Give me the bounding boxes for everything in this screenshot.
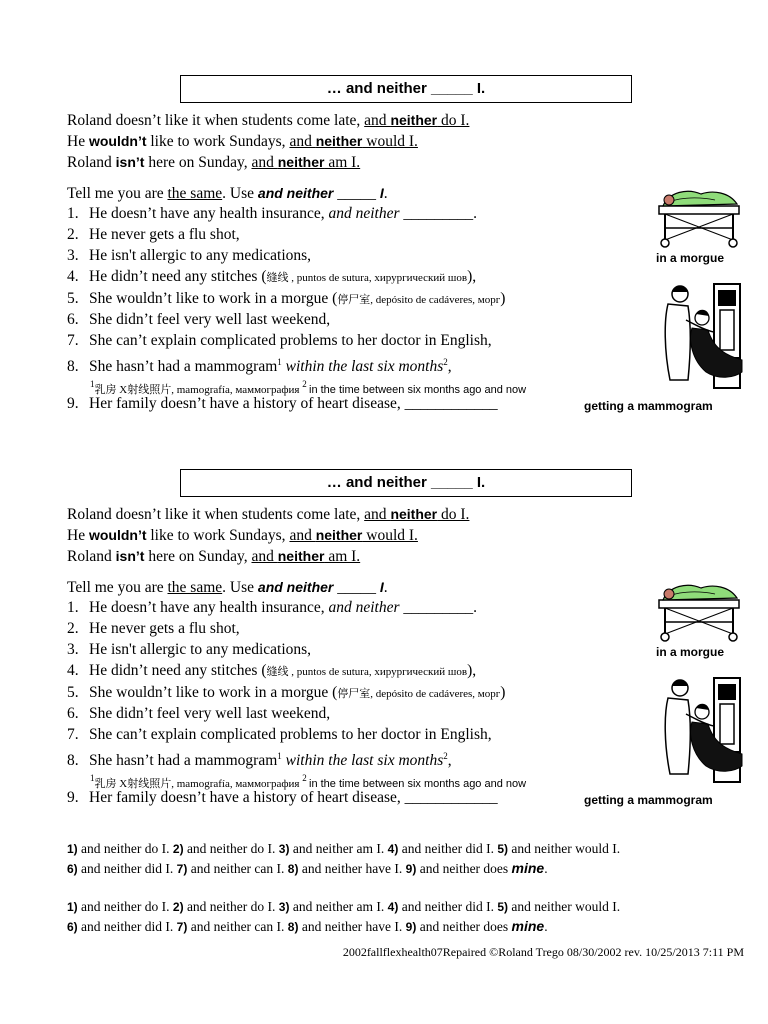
example-text: here on Sunday, — [144, 548, 252, 565]
item-number: 5. — [67, 684, 79, 701]
answer-text: and neither am I. — [289, 841, 388, 856]
example-sentence — [67, 131, 418, 152]
item-number: 4. — [67, 268, 79, 285]
example-text: Roland — [67, 548, 116, 565]
exercise-item — [67, 225, 240, 245]
example-text: Roland — [67, 154, 116, 171]
morgue-picture — [655, 582, 743, 647]
item-italic: within the last six months — [281, 752, 444, 769]
answer-text: and neither does — [416, 919, 512, 934]
example-bold: isn’t — [115, 154, 145, 170]
answer-key-2 — [67, 897, 620, 937]
answer-text: and neither can I. — [187, 919, 288, 934]
answer-text: and neither did I. — [77, 919, 177, 934]
answer-number: 5) — [497, 842, 508, 856]
example-answer: and neither would I. — [289, 133, 418, 150]
answer-text: and neither did I. — [398, 899, 498, 914]
answer-text: and neither did I. — [77, 861, 177, 876]
answer-text: and neither would I. — [508, 841, 621, 856]
answer-number: 1) — [67, 900, 78, 914]
example-sentence — [67, 110, 469, 131]
answer-number: 2) — [172, 842, 184, 856]
footnote-marker: 2 — [443, 751, 448, 761]
example-answer: and neither would I. — [289, 527, 418, 544]
item-number: 4. — [67, 662, 79, 679]
answer-number: 3) — [278, 900, 290, 914]
item-rest: ) — [500, 290, 506, 307]
neither-keyword: neither — [315, 527, 363, 543]
example-text: here on Sunday, — [144, 154, 252, 171]
example-answer: and neither do I. — [364, 506, 470, 523]
item-number: 8. — [67, 358, 79, 375]
footnote-text: in the time between six months ago and now — [309, 778, 527, 790]
answer-text: and neither do I. — [77, 841, 173, 856]
instruction-same: the same — [167, 185, 223, 202]
answer-line — [67, 839, 620, 859]
footnote-marker: 2 — [443, 357, 448, 367]
exercise-item — [67, 704, 330, 724]
item-text: She can’t explain complicated problems to her doctor in English, — [89, 332, 492, 349]
item-text: Her family doesn’t have a history of heart disease, — [89, 395, 405, 412]
example-text: He — [67, 527, 89, 544]
example-text: He — [67, 133, 89, 150]
item-text: She wouldn’t like to work in a morgue ( — [89, 290, 338, 307]
exercise-item — [67, 204, 477, 224]
example-sentence — [67, 525, 418, 546]
neither-keyword: neither — [390, 506, 438, 522]
item-italic: within the last six months — [281, 358, 444, 375]
example-sentence — [67, 546, 360, 567]
exercise-item — [67, 598, 477, 618]
instruction-text: Tell me you are — [67, 185, 168, 202]
mammogram-illustration — [658, 674, 746, 784]
answer-number: 9) — [405, 862, 417, 876]
item-rest: , — [447, 358, 452, 375]
instruction — [67, 577, 388, 598]
item-rest: ____________ — [404, 789, 498, 806]
footnotes — [90, 374, 526, 400]
item-rest: ), — [467, 268, 477, 285]
answer-number: 3) — [278, 842, 290, 856]
item-text: He doesn’t have any health insurance, — [89, 599, 329, 616]
item-text: She hasn’t had a mammogram — [89, 358, 278, 375]
item-italic: and neither — [328, 599, 400, 616]
answer-number: 4) — [387, 900, 399, 914]
instruction-text: . — [383, 579, 388, 596]
example-bold: wouldn’t — [88, 527, 147, 543]
footnote-marker: 1 — [277, 751, 282, 761]
neither-keyword: neither — [277, 154, 325, 170]
answer-number: 8) — [287, 920, 299, 934]
item-number: 6. — [67, 705, 79, 722]
example-answer: and neither do I. — [364, 112, 470, 129]
instruction-text: Tell me you are — [67, 579, 168, 596]
instruction-andneither: and neither — [257, 185, 334, 201]
answer-number: 7) — [176, 920, 188, 934]
answer-text: and neither do I. — [77, 899, 173, 914]
mammogram-picture — [658, 280, 746, 395]
exercise-item — [67, 246, 311, 266]
exercise-item — [67, 640, 311, 660]
item-number: 6. — [67, 311, 79, 328]
footnotes — [90, 768, 526, 794]
item-number: 8. — [67, 752, 79, 769]
footnote-marker: 2 — [302, 773, 309, 783]
item-rest: _________. — [399, 599, 477, 616]
item-number: 3. — [67, 247, 79, 264]
answer-line — [67, 897, 620, 917]
answer-text: and neither would I. — [508, 899, 621, 914]
item-text: He isn't allergic to any medications, — [89, 641, 312, 658]
item-rest: ____________ — [404, 395, 498, 412]
answer-number: 4) — [387, 842, 399, 856]
mammogram-picture — [658, 674, 746, 789]
instruction-andneither: and neither — [257, 579, 334, 595]
answer-line — [67, 917, 620, 937]
exercise-item — [67, 289, 505, 310]
item-number: 2. — [67, 620, 79, 637]
item-text: He doesn’t have any health insurance, — [89, 205, 329, 222]
item-gloss: 停尸室, depósito de cadáveres, морг — [337, 688, 501, 700]
answer-text: . — [544, 919, 548, 934]
footnote-gloss: 乳房 X射线照片, mamografía, маммография — [94, 778, 303, 790]
morgue-gurney-illustration — [655, 188, 743, 248]
item-number: 5. — [67, 290, 79, 307]
item-rest: ), — [467, 662, 477, 679]
item-number: 1. — [67, 205, 79, 222]
item-number: 1. — [67, 599, 79, 616]
morgue-picture — [655, 188, 743, 253]
item-text: She hasn’t had a mammogram — [89, 752, 278, 769]
instruction-blank: _____ — [333, 579, 380, 596]
answer-number: 9) — [405, 920, 417, 934]
neither-keyword: neither — [277, 548, 325, 564]
example-text: like to work Sundays, — [146, 133, 290, 150]
footnote-marker: 1 — [90, 773, 95, 783]
answer-number: 7) — [176, 862, 188, 876]
answer-number: 2) — [172, 900, 184, 914]
answer-text: and neither does — [416, 861, 512, 876]
answer-text: and neither have I. — [298, 861, 406, 876]
answer-mine: mine — [511, 918, 545, 934]
instruction-text: . Use — [222, 579, 258, 596]
answer-text: and neither do I. — [183, 899, 279, 914]
item-rest: , — [447, 752, 452, 769]
item-number: 3. — [67, 641, 79, 658]
example-text: Roland doesn’t like it when students come late, — [67, 112, 365, 129]
answer-text: and neither have I. — [298, 919, 406, 934]
item-number: 9. — [67, 395, 79, 412]
exercise-item — [67, 310, 330, 330]
item-gloss: 停尸室, depósito de cadáveres, морг — [337, 294, 501, 306]
instruction — [67, 183, 388, 204]
instruction-text: . Use — [222, 185, 258, 202]
footnote-marker: 1 — [277, 357, 282, 367]
item-number: 9. — [67, 789, 79, 806]
mammogram-caption: getting a mammogram — [584, 793, 713, 807]
footnote-marker: 2 — [302, 379, 309, 389]
answer-line — [67, 859, 620, 879]
example-sentence — [67, 504, 469, 525]
item-gloss: 缝线 , puntos de sutura, хирургический шов — [266, 666, 468, 678]
instruction-i: I — [379, 185, 384, 201]
answer-number: 6) — [67, 920, 78, 934]
item-text: He didn’t need any stitches ( — [89, 662, 267, 679]
item-text: He isn't allergic to any medications, — [89, 247, 312, 264]
item-rest: ) — [500, 684, 506, 701]
answer-text: and neither am I. — [289, 899, 388, 914]
instruction-i: I — [379, 579, 384, 595]
answer-number: 5) — [497, 900, 508, 914]
example-sentence — [67, 152, 360, 173]
instruction-same: the same — [167, 579, 223, 596]
exercise-item — [67, 619, 240, 639]
item-gloss: 缝线 , puntos de sutura, хирургический шов — [266, 272, 468, 284]
item-number: 7. — [67, 726, 79, 743]
example-answer: and neither am I. — [251, 548, 361, 565]
exercise-item — [67, 267, 476, 288]
exercise-item — [67, 725, 492, 745]
answer-text: and neither did I. — [398, 841, 498, 856]
item-rest: _________. — [399, 205, 477, 222]
example-bold: isn’t — [115, 548, 145, 564]
answer-number: 1) — [67, 842, 78, 856]
answer-text: . — [544, 861, 548, 876]
neither-keyword: neither — [315, 133, 363, 149]
item-italic: and neither — [328, 205, 400, 222]
answer-text: and neither do I. — [183, 841, 279, 856]
answer-text: and neither can I. — [187, 861, 288, 876]
item-number: 2. — [67, 226, 79, 243]
item-text: She didn’t feel very well last weekend, — [89, 311, 331, 328]
item-text: Her family doesn’t have a history of heart disease, — [89, 789, 405, 806]
item-text: She didn’t feel very well last weekend, — [89, 705, 331, 722]
answer-key-1 — [67, 839, 620, 879]
worksheet-title: … and neither _____ I. — [180, 75, 632, 103]
example-bold: wouldn’t — [88, 133, 147, 149]
answer-number: 8) — [287, 862, 299, 876]
mammogram-caption: getting a mammogram — [584, 399, 713, 413]
example-text: Roland doesn’t like it when students come late, — [67, 506, 365, 523]
footnote-gloss: 乳房 X射线照片, mamografía, маммография — [94, 384, 303, 396]
item-number: 7. — [67, 332, 79, 349]
worksheet-title: … and neither _____ I. — [180, 469, 632, 497]
item-text: He didn’t need any stitches ( — [89, 268, 267, 285]
morgue-caption: in a morgue — [656, 251, 725, 265]
answer-mine: mine — [511, 860, 545, 876]
morgue-gurney-illustration — [655, 582, 743, 642]
instruction-blank: _____ — [333, 185, 380, 202]
instruction-text: . — [383, 185, 388, 202]
item-text: He never gets a flu shot, — [89, 620, 240, 637]
neither-keyword: neither — [390, 112, 438, 128]
example-text: like to work Sundays, — [146, 527, 290, 544]
answer-number: 6) — [67, 862, 78, 876]
item-text: He never gets a flu shot, — [89, 226, 240, 243]
exercise-item — [67, 331, 492, 351]
example-answer: and neither am I. — [251, 154, 361, 171]
exercise-item — [67, 661, 476, 682]
footnote-text: in the time between six months ago and now — [309, 384, 527, 396]
mammogram-illustration — [658, 280, 746, 390]
item-text: She wouldn’t like to work in a morgue ( — [89, 684, 338, 701]
footer-text: 2002fallflexhealth07Repaired ©Roland Trego 08/30/2002 rev. 10/25/2013 7:11 PM — [342, 945, 744, 959]
footnote-marker: 1 — [90, 379, 95, 389]
exercise-item — [67, 683, 505, 704]
item-text: She can’t explain complicated problems to her doctor in English, — [89, 726, 492, 743]
morgue-caption: in a morgue — [656, 645, 725, 659]
